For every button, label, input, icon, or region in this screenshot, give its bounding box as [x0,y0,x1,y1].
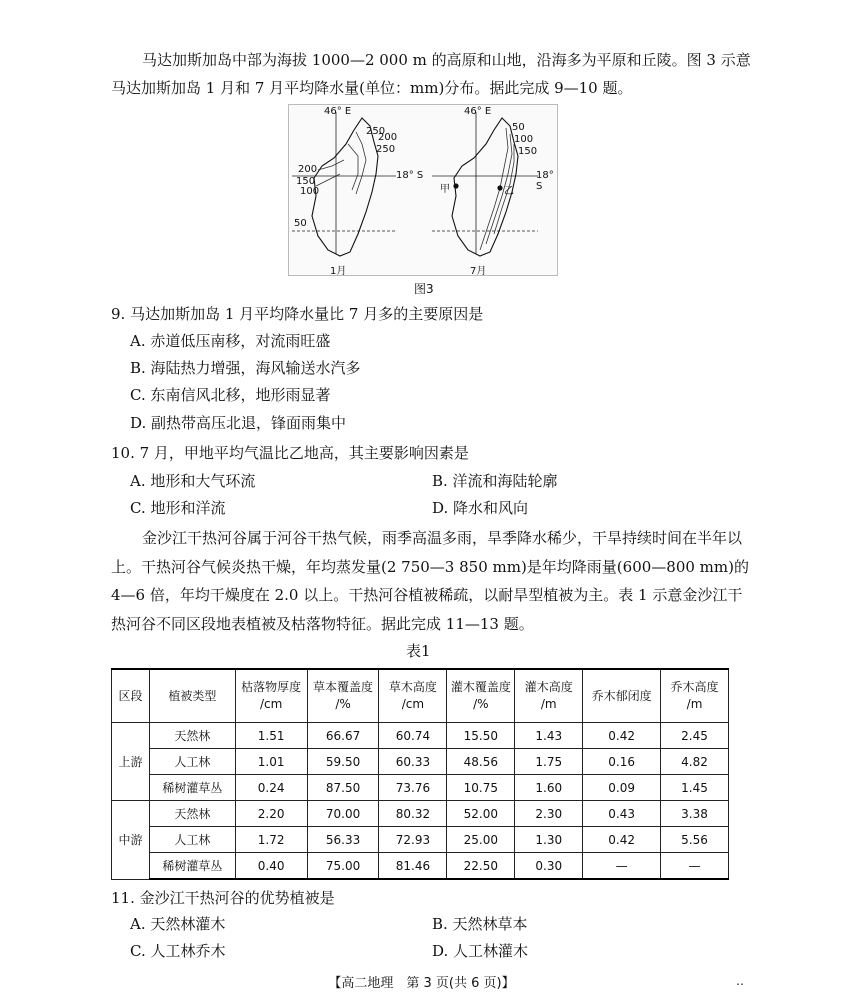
right-lat-label: 18° S [536,170,554,192]
table-cell: 0.09 [583,775,661,801]
table-cell: 75.00 [307,853,379,880]
left-contour-label: 250 [366,126,386,137]
table-cell: 1.75 [515,749,583,775]
left-contour-label: 200 [298,164,318,175]
table-cell: 10.75 [447,775,515,801]
question-10-stem: 10. 7 月，甲地平均气温比乙地高，其主要影响因素是 [111,444,469,462]
table-cell: 56.33 [307,827,379,853]
question-9-option-a[interactable]: A. 赤道低压南移，对流雨旺盛 [130,332,331,350]
table-cell: 72.93 [379,827,447,853]
right-lon-label: 46° E [464,106,492,117]
intro2-line-4: 热河谷不同区段地表植被及枯落物特征。据此完成 11—13 题。 [111,615,534,633]
table-row [112,775,729,801]
table-cell: 52.00 [447,801,515,827]
right-contour-label: 50 [512,122,525,133]
section-cell: 中游 [112,801,150,880]
table-cell: 73.76 [379,775,447,801]
table-cell: 1.43 [515,723,583,749]
header-cell: 枯落物厚度 /cm [235,669,307,723]
table-cell: 0.43 [583,801,661,827]
left-contour-label: 50 [294,218,307,229]
page-footer: 【高二地理 第 3 页(共 6 页)】 [328,976,515,991]
table-cell: 2.45 [661,723,729,749]
table-cell: 60.74 [379,723,447,749]
table-cell: 87.50 [307,775,379,801]
table-cell: 1.45 [661,775,729,801]
intro-line-2: 马达加斯加岛 1 月和 7 月平均降水量(单位：mm)分布。据此完成 9—10 题。 [111,79,633,97]
table-cell: 59.50 [307,749,379,775]
table-row [112,827,729,853]
table-cell: 81.46 [379,853,447,880]
table-cell: 22.50 [447,853,515,880]
right-contour-label: 150 [518,146,538,157]
question-10-option-b[interactable]: B. 洋流和海陆轮廓 [432,472,558,490]
table-cell: 25.00 [447,827,515,853]
table-row [112,853,729,880]
table-cell: 天然林 [149,801,235,827]
header-cell: 区段 [112,669,150,723]
figure-3 [288,104,558,280]
question-9-stem: 9. 马达加斯加岛 1 月平均降水量比 7 月多的主要原因是 [111,305,484,323]
table-cell: 0.42 [583,723,661,749]
table-cell: 1.30 [515,827,583,853]
figure-caption: 图3 [414,282,434,296]
table-cell: 0.40 [235,853,307,880]
question-9-option-b[interactable]: B. 海陆热力增强，海风输送水汽多 [130,359,361,377]
table-cell: 2.20 [235,801,307,827]
header-cell: 草木高度 /cm [379,669,447,723]
table-cell: 人工林 [149,749,235,775]
table-cell: 天然林 [149,723,235,749]
left-month-label: 1月 [330,266,347,277]
vegetation-table [111,668,729,880]
table-cell: 稀树灌草丛 [149,853,235,880]
question-11-option-c[interactable]: C. 人工林乔木 [130,942,226,960]
question-10-option-a[interactable]: A. 地形和大气环流 [130,472,256,490]
intro2-line-1: 金沙江干热河谷属于河谷干热气候，雨季高温多雨，旱季降水稀少，干旱持续时间在半年以 [142,529,743,547]
intro2-line-3: 4—6 倍，年均干燥度在 2.0 以上。干热河谷植被稀疏，以耐旱型植被为主。表 1 示意金沙江干 [111,586,743,604]
table-cell: 0.16 [583,749,661,775]
table-cell: 15.50 [447,723,515,749]
table-cell: 人工林 [149,827,235,853]
point-yi-marker [497,185,502,190]
table-cell: 5.56 [661,827,729,853]
intro2-line-2: 上。干热河谷气候炎热干燥，年均蒸发量(2 750—3 850 mm)是年均降雨量(600—800 mm)的 [111,558,749,576]
header-cell: 植被类型 [149,669,235,723]
table-title: 表1 [406,642,431,660]
section-cell: 上游 [112,723,150,801]
right-month-label: 7月 [470,266,487,277]
left-contour-label: 100 [300,186,320,197]
right-contour-label: 100 [514,134,534,145]
corner-mark: ‥ [736,974,745,988]
intro-line-1: 马达加斯加岛中部为海拔 1000—2 000 m 的高原和山地，沿海多为平原和丘陵。图 3 示意 [142,51,751,69]
table-cell: 2.30 [515,801,583,827]
header-cell: 草本覆盖度 /% [307,669,379,723]
left-contour-label: 250 [376,144,396,155]
table-cell: 稀树灌草丛 [149,775,235,801]
table-cell: 1.01 [235,749,307,775]
question-11-option-a[interactable]: A. 天然林灌木 [130,915,226,933]
table-cell: — [583,853,661,880]
table-cell: 0.42 [583,827,661,853]
table-row [112,723,729,749]
header-cell: 灌木覆盖度 /% [447,669,515,723]
question-11-option-d[interactable]: D. 人工林灌木 [432,942,529,960]
left-contour-label: 200 [378,132,398,143]
table-cell: 1.51 [235,723,307,749]
table-cell: 3.38 [661,801,729,827]
point-yi-label: 乙 [504,186,514,197]
table-header-row [112,669,729,723]
table-cell: 0.30 [515,853,583,880]
table-cell: 1.72 [235,827,307,853]
table-cell: 80.32 [379,801,447,827]
left-lat-label: 18° S [396,170,424,181]
question-9-option-c[interactable]: C. 东南信风北移，地形雨显著 [130,386,331,404]
question-11-stem: 11. 金沙江干热河谷的优势植被是 [111,889,335,907]
table-row [112,801,729,827]
question-11-option-b[interactable]: B. 天然林草本 [432,915,528,933]
question-10-option-d[interactable]: D. 降水和风向 [432,499,529,517]
table-row [112,749,729,775]
table-cell: 1.60 [515,775,583,801]
header-cell: 乔木郁闭度 [583,669,661,723]
table-cell: 66.67 [307,723,379,749]
table-cell: 60.33 [379,749,447,775]
header-cell: 灌木高度 /m [515,669,583,723]
table-cell: — [661,853,729,880]
point-jia-label: 甲 [440,184,450,195]
question-9-option-d[interactable]: D. 副热带高压北退，锋面雨集中 [130,414,347,432]
header-cell: 乔木高度 /m [661,669,729,723]
table-cell: 70.00 [307,801,379,827]
left-contour-label: 150 [296,176,316,187]
question-10-option-c[interactable]: C. 地形和洋流 [130,499,226,517]
table-cell: 4.82 [661,749,729,775]
table-cell: 0.24 [235,775,307,801]
table-cell: 48.56 [447,749,515,775]
point-jia-marker [453,183,458,188]
left-lon-label: 46° E [324,106,352,117]
